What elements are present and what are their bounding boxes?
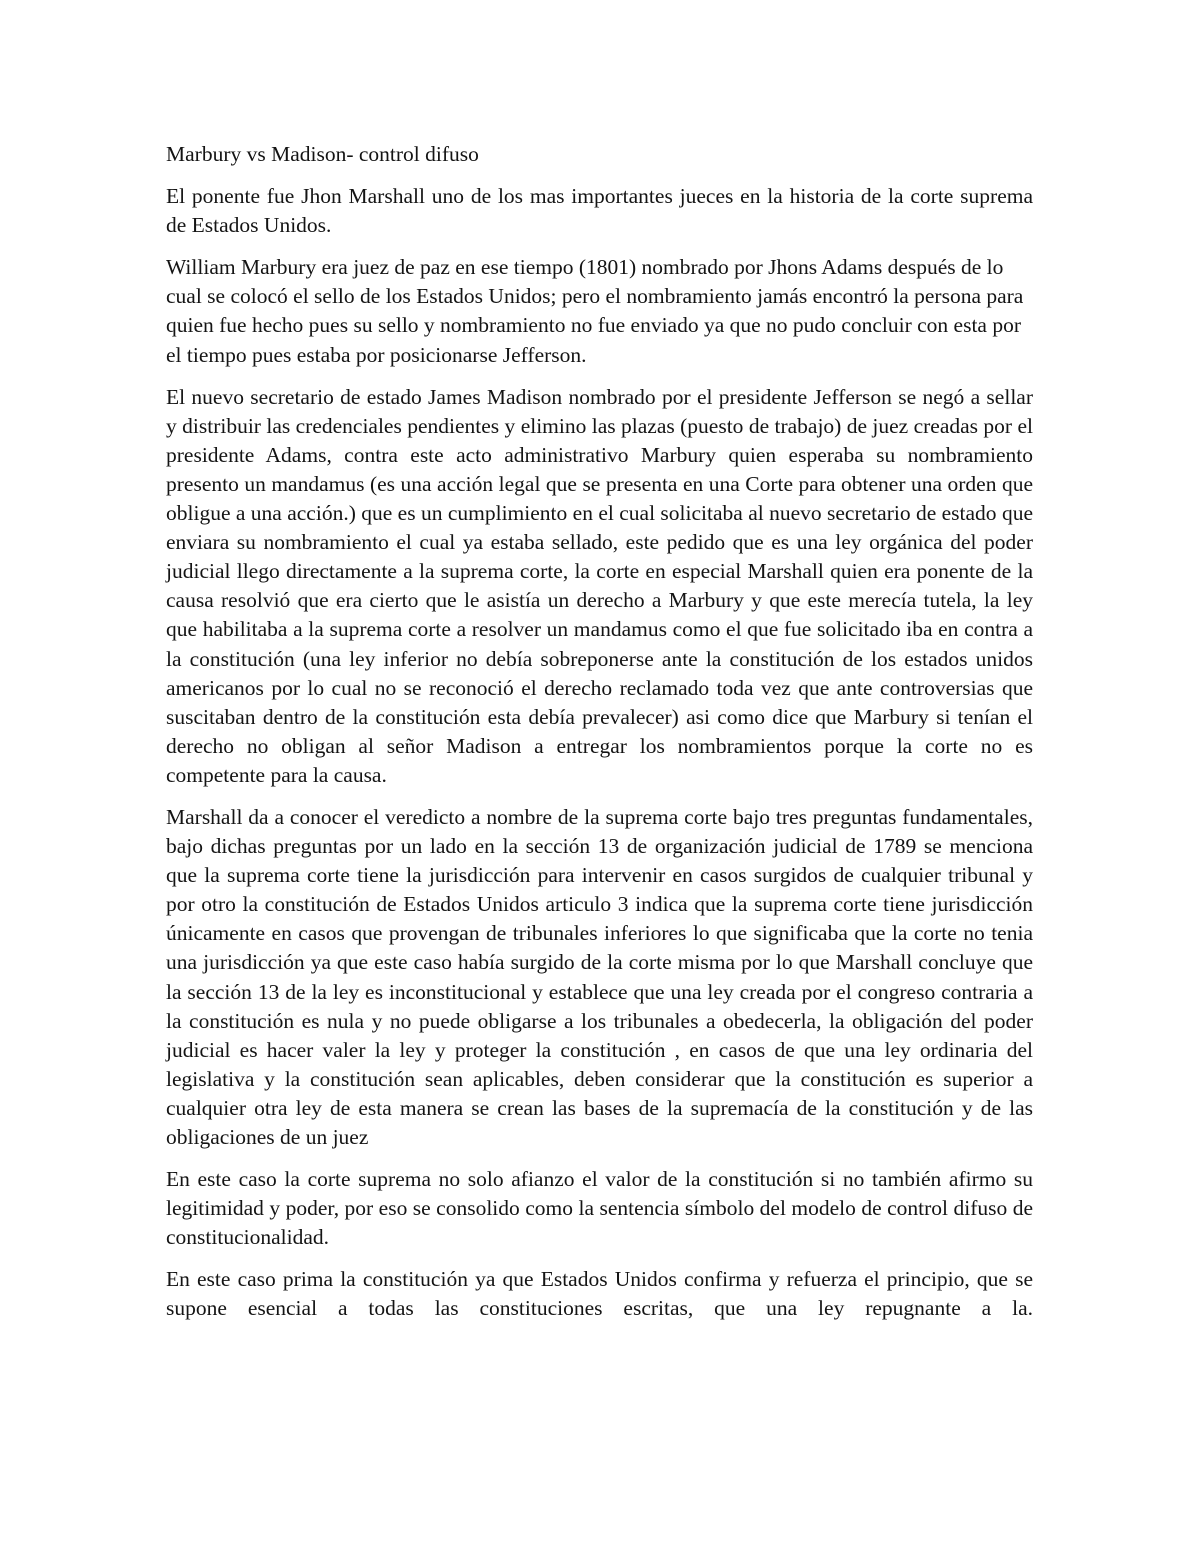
paragraph-veredicto: Marshall da a conocer el veredicto a nombre de la suprema corte bajo tres preguntas fundamentales, bajo dichas preguntas por un lado en la sección 13 de organización judicial de 1789 se menciona que la suprema corte tiene la jurisdicción para intervenir en casos surgidos de cualquier tribunal y por otro la constitución de Estados Unidos articulo 3 indica que la suprema corte tiene jurisdicción únicamente en casos que provengan de tribunales inferiores lo que significaba que la corte no tenia una jurisdicción ya que este caso había surgido de la corte misma por lo que Marshall concluye que la sección 13 de la ley es inconstitucional y establece que una ley creada por el congreso contraria a la constitución es nula y no puede obligarse a los tribunales a obedecerla, la obligación del poder judicial es hacer valer la ley y proteger la constitución , en casos de que una ley ordinaria del legislativa y la constitución sean aplicables, deben considerar que la constitución es superior a cualquier otra ley de esta manera se crean las bases de la supremacía de la constitución y de las obligaciones de un juez [166,804,1033,1149]
paragraph-corte-suprema: En este caso la corte suprema no solo afianzo el valor de la constitución si no también afirmo su legitimidad y poder, por eso se consolido como la sentencia símbolo del modelo de control difuso de constitucionalidad. [166,1167,1033,1250]
paragraph-madison-secretario: El nuevo secretario de estado James Madison nombrado por el presidente Jefferson se negó a sellar y distribuir las credenciales pendientes y elimino las plazas (puesto de trabajo) de juez creadas por el presidente Adams, contra este acto administrativo Marbury quien esperaba su nombramiento presento un mandamus (es una acción legal que se presenta en una Corte para obtener una orden que obligue a una acción.) que es un cumplimiento en el cual solicitaba al nuevo secretario de estado que enviara su nombramiento el cual ya estaba sellado, este pedido que es una ley orgánica del poder judicial llego directamente a la suprema corte, la corte en especial Marshall quien era ponente de la causa resolvió que era cierto que le asistía un derecho a Marbury y que este merecía tutela, la ley que habilitaba a la suprema corte a resolver un mandamus como el que fue solicitado iba en contra a la constitución (una ley inferior no debía sobreponerse ante la constitución de los estados unidos americanos por lo cual no se reconoció el derecho reclamado toda vez que ante controversias que suscitaban dentro de la constitución esta debía prevalecer) asi como dice que Marbury si tenían el derecho no obligan al señor Madison a entregar los nombramientos porque la corte no es competente para la causa. [166,384,1033,787]
paragraph-prima-constitucion: En este caso prima la constitución ya que Estados Unidos confirma y refuerza el principio, que se supone esencial a todas las constituciones escritas, que una ley repugnante a la. [166,1267,1033,1321]
paragraph-william-marbury: William Marbury era juez de paz en ese tiempo (1801) nombrado por Jhons Adams después de lo cual se colocó el sello de los Estados Unidos; pero el nombramiento jamás encontró la persona para quien fue hecho pues su sello y nombramiento no fue enviado ya que no pudo concluir con esta por el tiempo pues estaba por posicionarse Jefferson. [166,255,1024,367]
paragraph-ponente: El ponente fue Jhon Marshall uno de los mas importantes jueces en la historia de la corte suprema de Estados Unidos. [166,184,1033,238]
document-body [166,140,1033,1324]
document-title: Marbury vs Madison- control difuso [166,142,479,166]
